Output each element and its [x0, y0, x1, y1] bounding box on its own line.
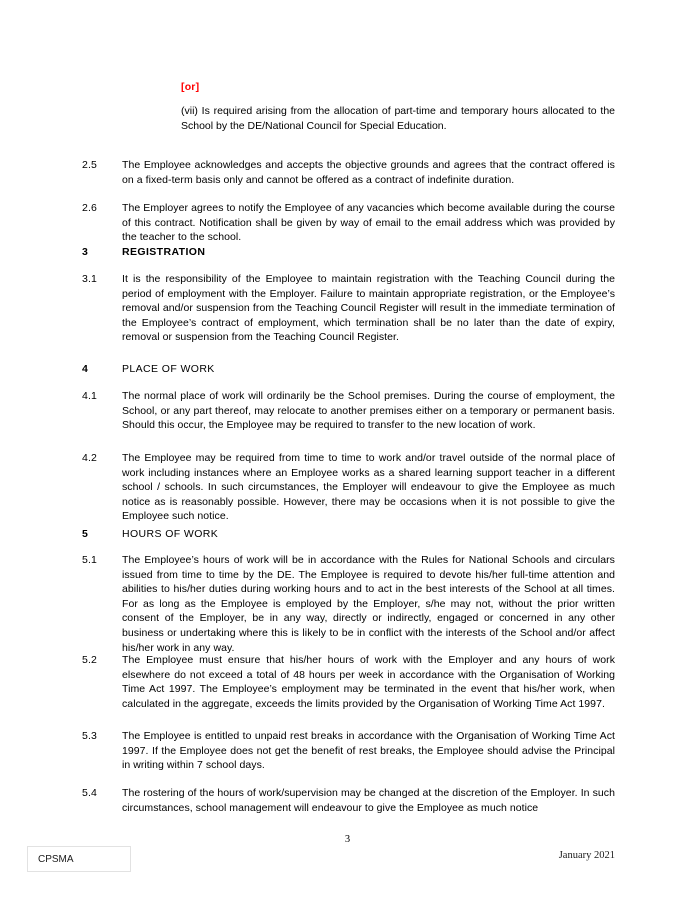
clause-text: The normal place of work will ordinarily be the School premises. During the course of employment, the School, or any part thereof, may relocate to another premises either on a temporary or permanent basis. Should this occur, the Employee may be required to transfer to the new location of work.	[122, 390, 615, 432]
clause-number: 4.1	[82, 390, 97, 402]
section-title: REGISTRATION	[122, 246, 206, 258]
clause-text: It is the responsibility of the Employee to maintain registration with the Teaching Council during the period of employment with the Employer. Failure to maintain appropriate registration, or the Employee’s removal and/or suspension from the Teaching Council Register will result in the immediate termination of the Employee’s contract of employment, which termination shall be no later than the date of expiry, removal or suspension from the Teaching Council Register.	[122, 273, 615, 344]
section-number: 4	[82, 363, 88, 375]
clause-number: 5.1	[82, 554, 97, 566]
footer-organisation-box	[27, 846, 131, 872]
clause-number: 2.5	[82, 159, 97, 171]
clause-3-1	[82, 272, 615, 345]
clause-number: 5.2	[82, 654, 97, 666]
section-number: 3	[82, 246, 88, 258]
clause-number: 5.4	[82, 787, 97, 799]
clause-text: The Employee is entitled to unpaid rest breaks in accordance with the Organisation of Working Time Act 1997. If the Employee does not get the benefit of rest breaks, the Employee should advise the Principal in writing within 7 school days.	[122, 730, 615, 772]
clause-text: The Employer agrees to notify the Employee of any vacancies which become available during the course of this contract. Notification shall be given by way of email to the email address which was provided by the teacher to the school.	[122, 202, 615, 244]
section-heading-4	[82, 362, 615, 377]
clause-5-1	[82, 553, 615, 655]
section-number: 5	[82, 528, 88, 540]
clause-2-5	[82, 158, 615, 187]
clause-number: 4.2	[82, 452, 97, 464]
clause-2-6	[82, 201, 615, 245]
sub-clause-block	[181, 80, 615, 133]
section-heading-3	[82, 245, 615, 260]
clause-text: The Employee acknowledges and accepts the objective grounds and agrees that the contract offered is on a fixed-term basis only and cannot be offered as a contract of indefinite duration.	[122, 159, 615, 186]
section-title: HOURS OF WORK	[122, 528, 219, 540]
clause-5-2	[82, 653, 615, 711]
section-heading-5	[82, 527, 615, 542]
sub-clause-vii: (vii) Is required arising from the allocation of part-time and temporary hours allocated to the School by the DE/National Council for Special Education.	[181, 105, 615, 132]
clause-text: The Employee may be required from time to time to work and/or travel outside of the normal place of work including instances where an Employee works as a shared learning support teacher in a different school / schools. In such circumstances, the Employer will endeavour to give the Employee as much notice as is reasonably possible. However, there may be occasions when it is not possible to give the Employee such notice.	[122, 452, 615, 523]
footer-date: January 2021	[558, 850, 615, 861]
or-alternative-tag: [or]	[181, 81, 200, 93]
footer-organisation-label: CPSMA	[38, 853, 74, 865]
clause-text: The Employee’s hours of work will be in accordance with the Rules for National Schools and circulars issued from time to time by the DE. The Employee is required to devote his/her full-time attention and abilities to his/her duties during working hours and to act in the best interests of the School at all times. For as long as the Employee is employed by the Employer, s/he may not, without the prior written consent of the Employer, be in any way, directly or indirectly, engaged or concerned in any other business or undertaking where this is likely to be in conflict with the interests of the School and/or affect his/her work in any way.	[122, 554, 615, 654]
clause-5-3	[82, 729, 615, 773]
clause-number: 5.3	[82, 730, 97, 742]
clause-text: The rostering of the hours of work/supervision may be changed at the discretion of the Employer. In such circumstances, school management will endeavour to give the Employee as much notice	[122, 787, 615, 814]
clause-text: The Employee must ensure that his/her hours of work with the Employer and any hours of work elsewhere do not exceed a total of 48 hours per week in accordance with the Organisation of Working Time Act 1997. The Employee’s employment may be terminated in the event that his/her work, when calculated in the aggregate, exceeds the limits provided by the Organisation of Working Time Act 1997.	[122, 654, 615, 710]
clause-number: 2.6	[82, 202, 97, 214]
page-number: 3	[344, 834, 351, 845]
clause-number: 3.1	[82, 273, 97, 285]
clause-4-2	[82, 451, 615, 524]
section-title: PLACE OF WORK	[122, 363, 215, 375]
clause-5-4	[82, 786, 615, 815]
clause-4-1	[82, 389, 615, 433]
